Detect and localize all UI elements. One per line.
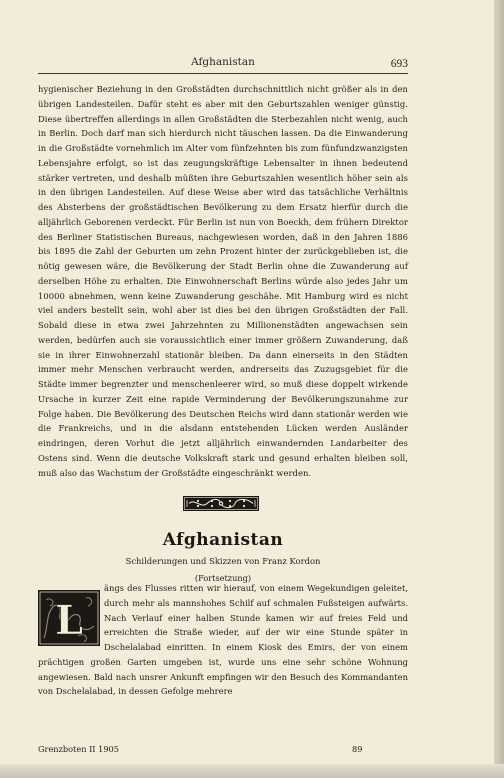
signature-mark: 89 [352,744,363,754]
dropcap-letter: L [54,597,84,644]
body-paragraph: hygienischer Beziehung in den Großstädten durchschnittlich nicht größer als in den übrigen Landesteilen. Dafür steht es aber mit den Geburtszahlen weniger günstig. Diese übertreffen allerdings in allen Großstädten die Sterbezahlen nicht wenig, auch in Berlin. Doch darf man sich hierdurch nicht täuschen lassen. Da die Einwanderung in die Großstädte vornehmlich im Alter vom fünfzehnten bis zum fünfundzwanzigsten Lebensjahre erfolgt, so ist das zeugungskräftige Lebensalter in ihnen bedeutend stärker vertreten, und deshalb müßten ihre Geburtszahlen wesentlich höher sein als in den übrigen Landesteilen. Auf diese Weise aber wird das tatsächliche Verhältnis des Absterbens der großstädtischen Bevölkerung zu dem Ersatz hierfür durch die alljährlich Geborenen verdeckt. Für Berlin ist nun von Boeckh, dem frühern Direktor des Berliner Statistischen Bureaus, nachgewiesen worden, daß in den Jahren 1886 bis 1895 die Zahl der Geburten um zehn Prozent hinter der zurückgeblieben ist, die nötig gewesen wäre, die Bevölkerung der Stadt Berlin ohne die Zuwanderung auf derselben Höhe zu erhalten. Die Einwohnerschaft Berlins würde also jedes Jahr um 10000 abnehmen, wenn keine Zuwanderung geschähe. Mit Hamburg wird es nicht viel anders bestellt sein, wohl aber ist dies bei den übrigen Großstädten der Fall. Sobald diese in etwa zwei Jahrzehnten zu Millionenstädten angewachsen sein werden, bedürfen auch sie voraussichtlich einer immer größern Zuwanderung, daß sie in ihrer Einwohnerzahl stationär bleiben. Da dann einerseits in den Städten immer mehr Menschen verbraucht werden, andrerseits das Zuzugsgebiet für die Städte immer begrenzter und menschenleerer wird, so muß diese doppelt wirkende Ursache in kurzer Zeit eine rapide Verminderung der Bevölkerungszunahme zur Folge haben. Die Bevölkerung des Deutschen Reichs wird dann stationär werden wie die Frankreichs, und in die alsdann entstehenden Lücken werden Ausländer eindringen, deren Vorhut die jetzt alljährlich einwandernden Landarbeiter des Ostens sind. Wenn die deutsche Volkskraft stark und gesund erhalten bleiben soll, muß also das Wachstum der Großstädte eingeschränkt werden. [38,84,408,478]
running-title: Afghanistan [191,56,255,68]
journal-imprint: Grenzboten II 1905 [38,744,119,754]
running-header [38,56,408,72]
illuminated-initial-L-icon [38,590,100,646]
article-subtitle: Schilderungen und Skizzen von Franz Kordon [125,556,321,566]
continuation-note: (Fortsetzung) [194,573,252,583]
article-paragraph-text: ängs des Flusses ritten wir hierauf, von einem Wegekundigen geleitet, durch mehr als mannshohes Schilf auf schmalen Fußsteigen aufwärts. Nach Verlauf einer halben Stunde kamen wir auf freies Feld und erreichten die Straße wieder, auf der wir eine Stunde später in Dschelalabad einritten. In einem Kiosk des Emirs, der von einem prächtigen großen Garten umgeben ist, wurde uns eine sehr schöne Wohnung angewiesen. Bald nach unsrer Ankunft empfingen wir den Besuch des Kommandanten von Dschelalabad, in dessen Gefolge mehrere [38,583,408,697]
page-footer [38,744,408,756]
scan-edge-bottom [0,764,504,778]
article-title: Afghanistan [162,530,284,550]
scan-edge-right [494,0,504,778]
floral-vignette-icon [183,496,259,511]
header-rule [38,73,408,74]
page-number: 693 [390,58,408,70]
